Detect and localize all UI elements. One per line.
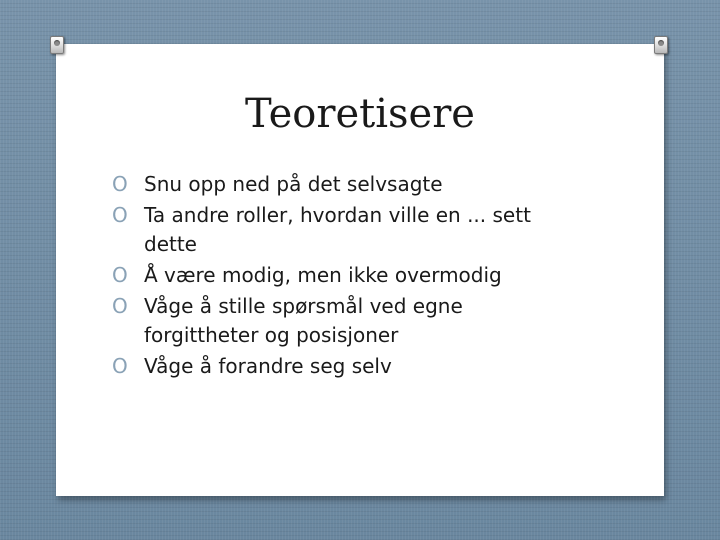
bullet-text: Ta andre roller, hvordan ville en ... sett dette (144, 203, 531, 256)
bullet-icon: O (112, 203, 128, 227)
list-item (112, 261, 582, 290)
bullet-list (112, 170, 582, 383)
bullet-icon: O (112, 354, 128, 378)
bullet-icon: O (112, 172, 128, 196)
slide-title: Teoretisere (245, 91, 475, 137)
list-item (112, 292, 582, 350)
bullet-text: Å være modig, men ikke overmodig (144, 263, 502, 287)
list-item (112, 201, 582, 259)
list-item (112, 170, 582, 199)
bullet-text: Snu opp ned på det selvsagte (144, 172, 443, 196)
bullet-text: Våge å forandre seg selv (144, 354, 392, 378)
bullet-icon: O (112, 294, 128, 318)
bullet-icon: O (112, 263, 128, 287)
pushpin-icon (654, 36, 668, 54)
bullet-text: Våge å stille spørsmål ved egne forgittheter og posisjoner (144, 294, 463, 347)
pushpin-icon (50, 36, 64, 54)
list-item (112, 352, 582, 381)
